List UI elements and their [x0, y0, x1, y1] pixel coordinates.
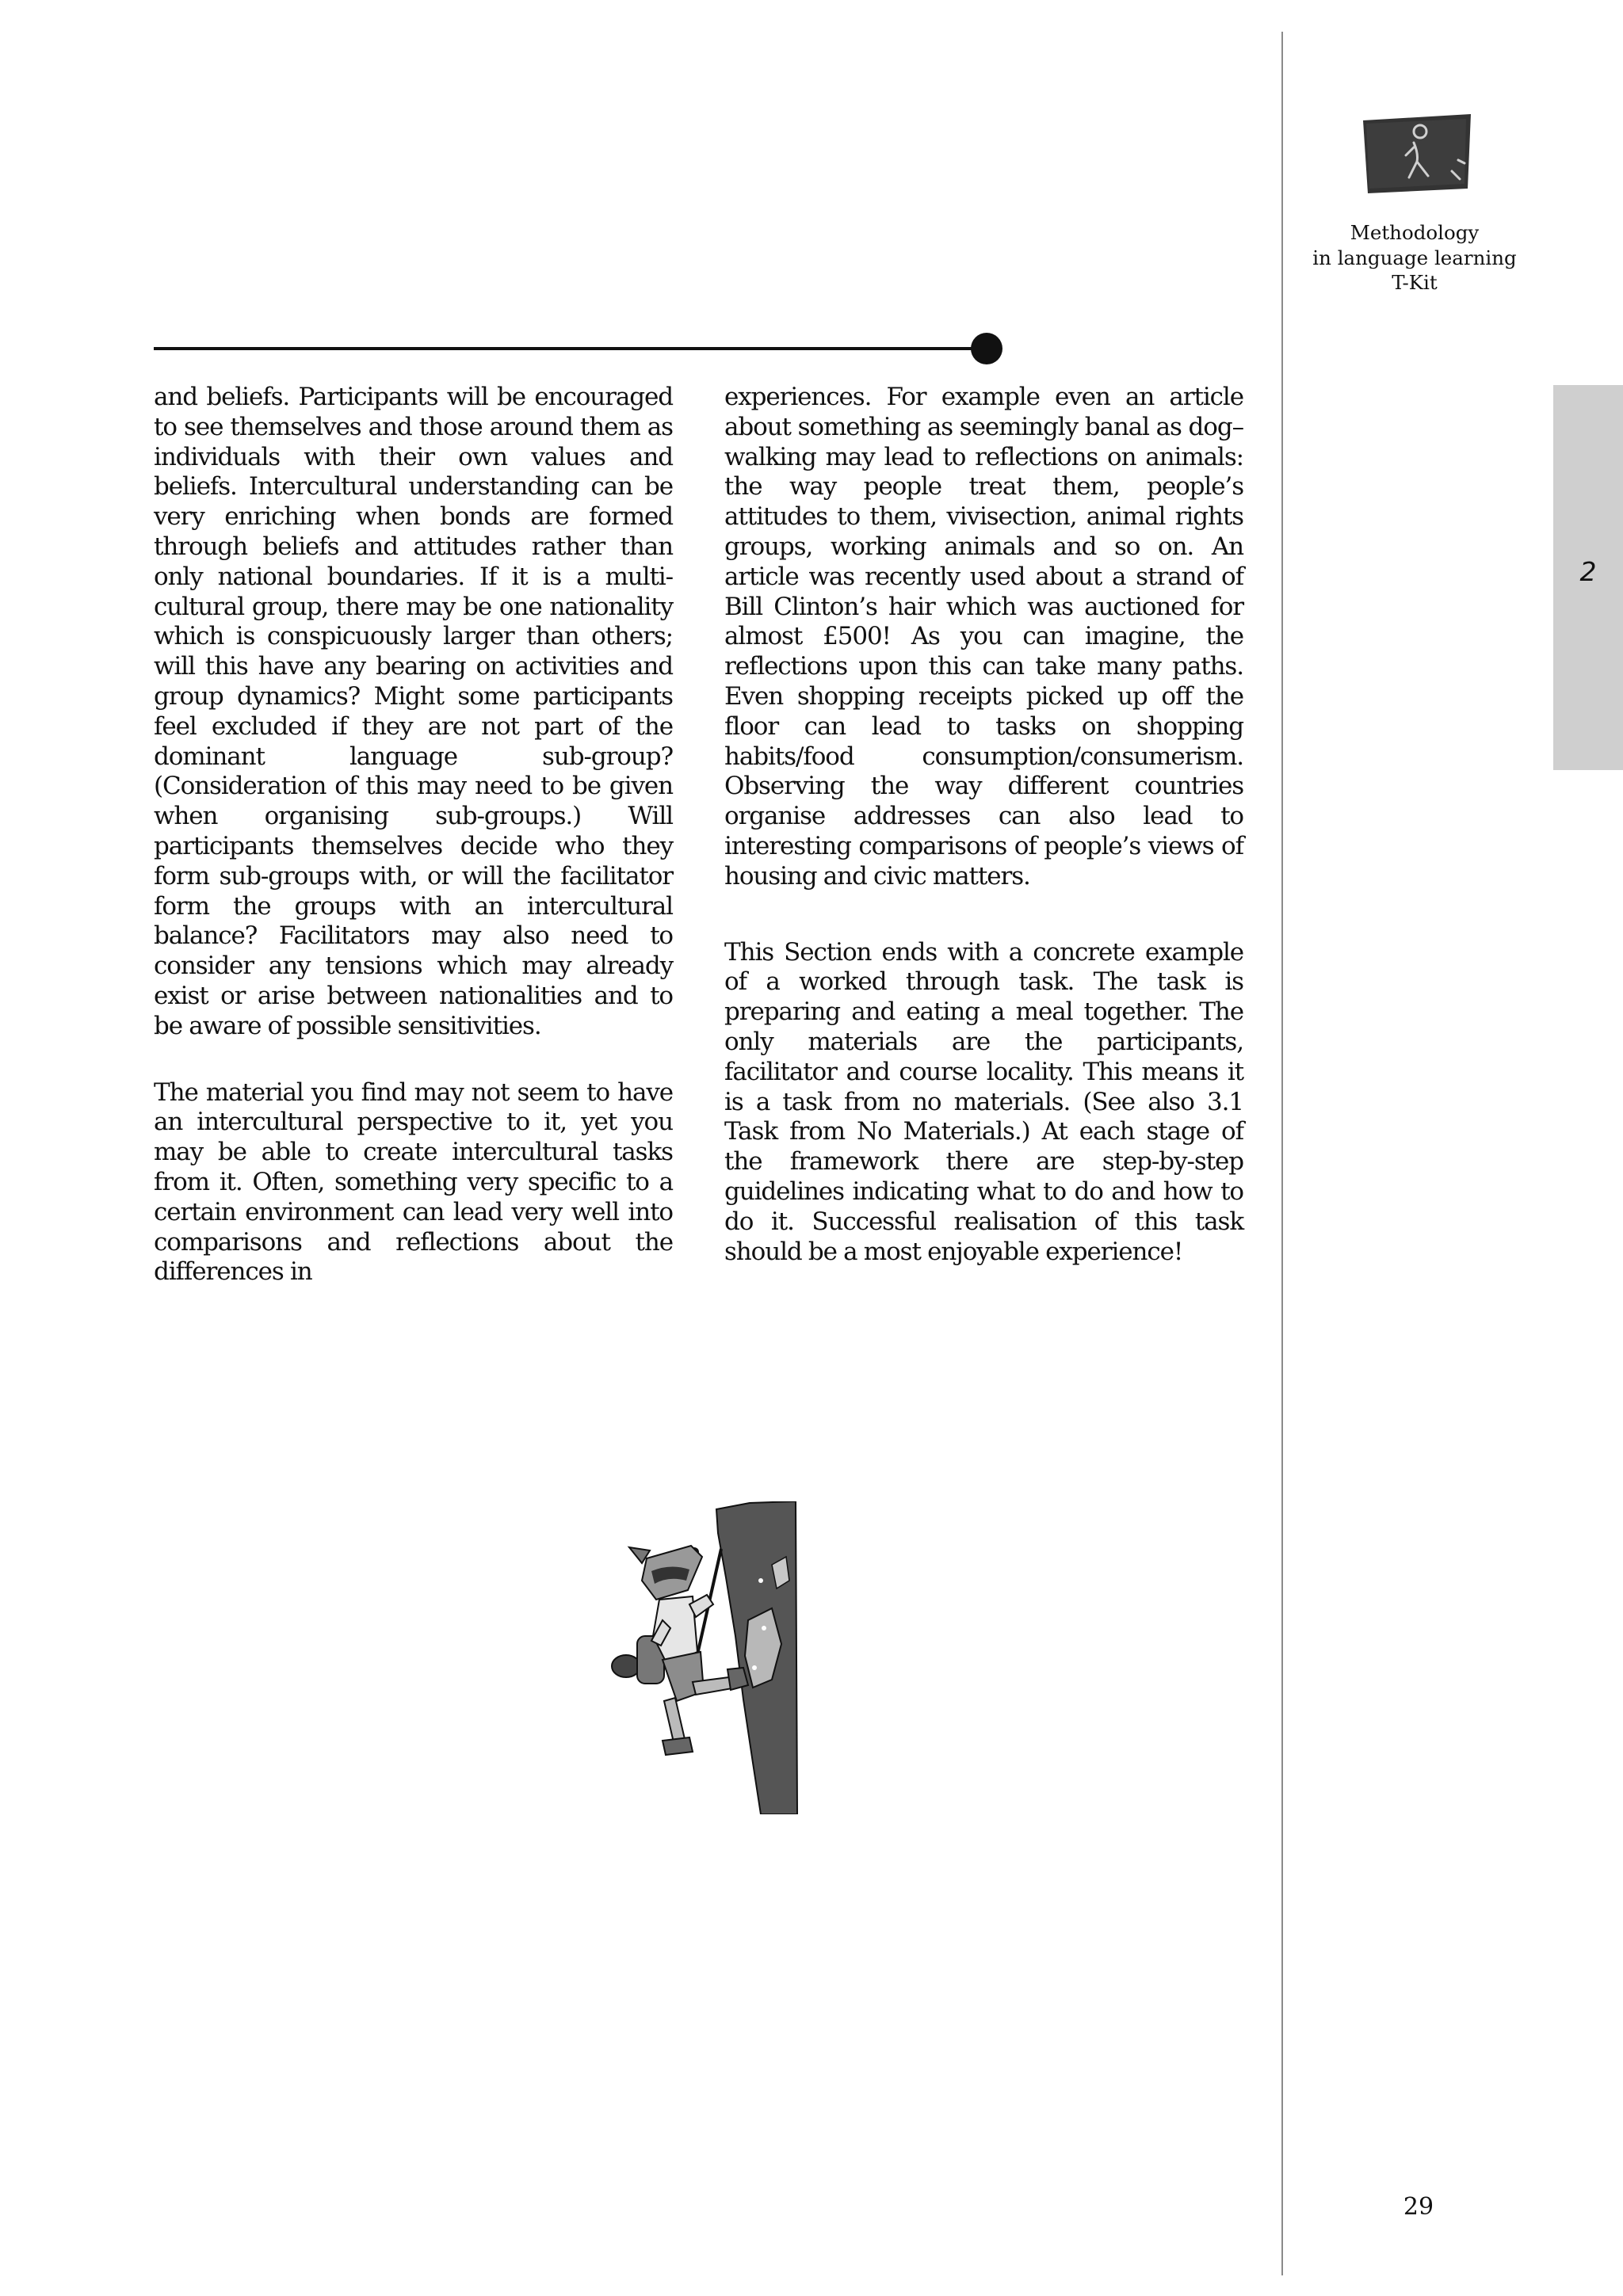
left-text-column — [154, 383, 673, 1287]
page-number: 29 — [1403, 2193, 1434, 2221]
margin-divider-line — [1281, 32, 1283, 2275]
paragraph: The material you find may not seem to have an intercultural perspective to it, yet you may be able to create intercultural tasks from it. Often, something very specific to a certain environment can lead very well into comparisons and reflections about the differences in — [154, 1077, 673, 1287]
section-rule-dot — [971, 333, 1002, 364]
chapter-number: 2 — [1579, 556, 1597, 587]
series-label-line-2: in language learning — [1312, 246, 1517, 269]
t-kit-logo — [1358, 113, 1476, 198]
series-label-line-1: Methodology — [1350, 221, 1480, 244]
right-text-column — [724, 383, 1243, 1267]
series-label-line-3: T-Kit — [1392, 271, 1438, 294]
climbing-mouse-illustration — [574, 1501, 812, 1814]
series-label — [1304, 220, 1526, 296]
paragraph: experiences. For example even an article about something as seemingly banal as dog–walking may lead to reflections on animals: the way people treat them, people’s attitudes to them, vivisection, animal rights groups, working animals and so on. An article was recently used about a strand of Bill Clinton’s hair which was auctioned for almost £500! As you can imagine, the reflections upon this can take many paths. Even shopping receipts picked up off the floor can lead to tasks on shopping habits/food consumption/consumerism. Observing the way different countries organise addresses can also lead to interesting comparisons of people’s views of housing and civic matters. — [724, 383, 1243, 891]
paragraph: and beliefs. Participants will be encouraged to see themselves and those around them as individuals with their own values and beliefs. Intercultural understanding can be very enriching when bonds are formed through beliefs and attitudes rather than only national boundaries. If it is a multi-cultural group, there may be one nationality which is conspicuously larger than others; will this have any bearing on activities and group dynamics? Might some participants feel excluded if they are not part of the dominant language sub-group? (Consideration of this may need to be given when organising sub-groups.) Will participants themselves decide who they form sub-groups with, or will the facilitator form the groups with an intercultural balance? Facilitators may also need to consider any tensions which may already exist or arise between nationalities and to be aware of possible sensitivities. — [154, 383, 673, 1040]
chapter-tab — [1553, 385, 1623, 770]
paragraph: This Section ends with a concrete example of a worked through task. The task is preparing and eating a meal together. The only materials are the participants, facilitator and course locality. This means it is a task from no materials. (See also 3.1 Task from No Materials.) At each stage of the framework there are step-by-step guidelines indicating what to do and how to do it. Successful realisation of this task should be a most enjoyable experience! — [724, 937, 1243, 1266]
section-rule — [154, 347, 986, 350]
